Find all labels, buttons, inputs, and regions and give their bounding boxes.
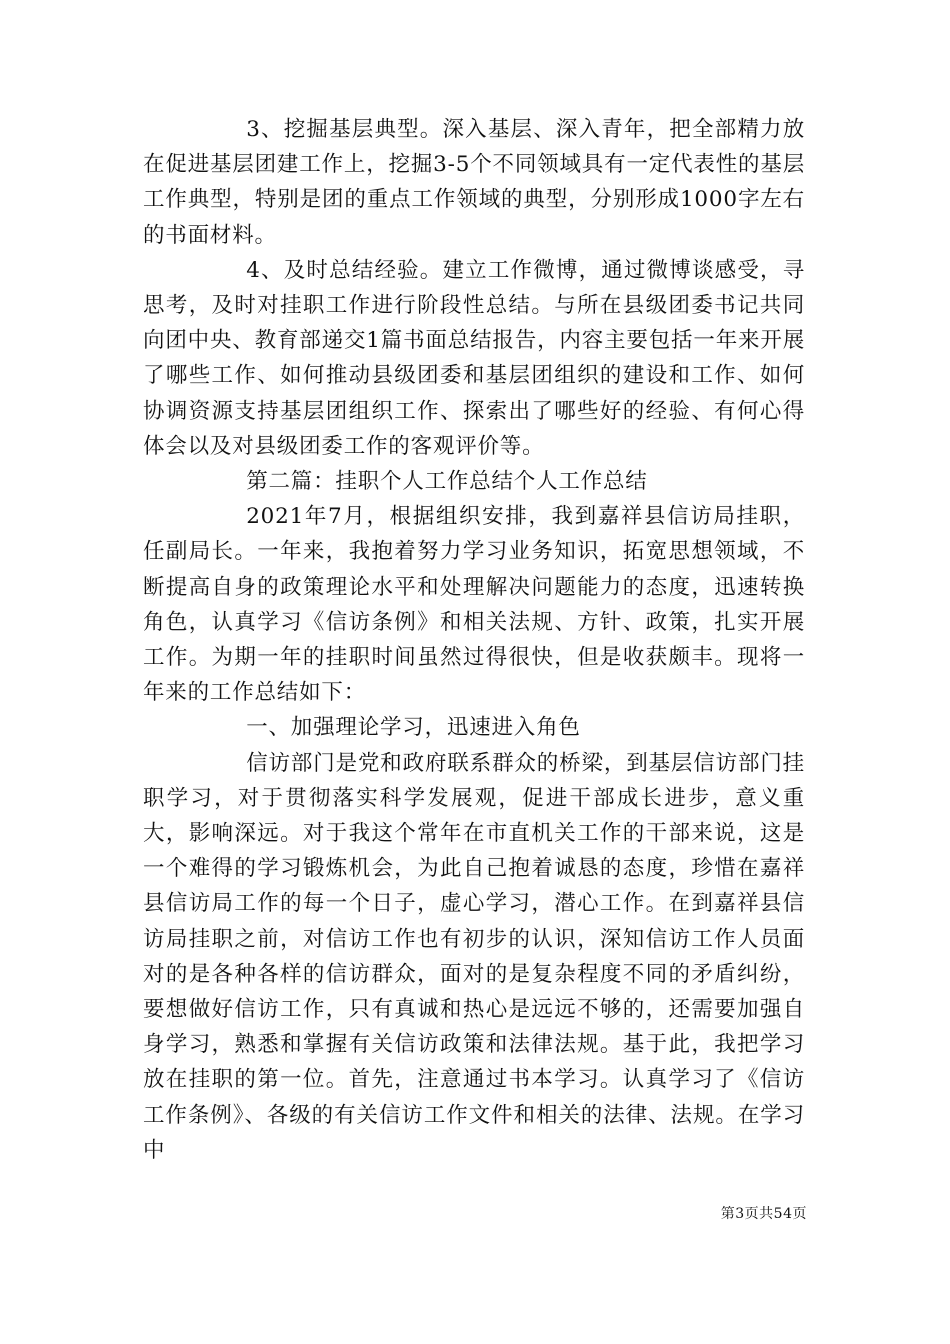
paragraph-item-4: 4、及时总结经验。建立工作微博，通过微博谈感受，寻思考，及时对挂职工作进行阶段性总结。与所在县级团委书记共同向团中央、教育部递交1篇书面总结报告，内容主要包括一年来开展了哪些工作、如何推动县级团委和基层团组织的建设和工作、如何协调资源支持基层团组织工作、探索出了哪些好的经验、有何心得体会以及对县级团委工作的客观评价等。 xyxy=(143,257,805,459)
section-heading-one: 一、加强理论学习，迅速进入角色 xyxy=(246,715,581,741)
paragraph-item-3: 3、挖掘基层典型。深入基层、深入青年，把全部精力放在促进基层团建工作上，挖掘3-5个不同领域具有一定代表性的基层工作典型，特别是团的重点工作领域的典型，分别形成1000字左右的书面材料。 xyxy=(143,117,805,248)
paragraph-intro: 2021年7月，根据组织安排，我到嘉祥县信访局挂职，任副局长。一年来，我抱着努力学习业务知识，拓宽思想领域，不断提高自身的政策理论水平和处理解决问题能力的态度，迅速转换角色，认真学习《信访条例》和相关法规、方针、政策，扎实开展工作。为期一年的挂职时间虽然过得很快，但是收获颇丰。现将一年来的工作总结如下： xyxy=(143,504,805,706)
section-title-second-article: 第二篇：挂职个人工作总结个人工作总结 xyxy=(246,469,648,495)
paragraph-theory-study: 信访部门是党和政府联系群众的桥梁，到基层信访部门挂职学习，对于贯彻落实科学发展观，促进干部成长进步，意义重大，影响深远。对于我这个常年在市直机关工作的干部来说，这是一个难得的学习锻炼机会，为此自己抱着诚恳的态度，珍惜在嘉祥县信访局工作的每一个日子，虚心学习，潜心工作。在到嘉祥县信访局挂职之前，对信访工作也有初步的认识，深知信访工作人员面对的是各种各样的信访群众，面对的是复杂程度不同的矛盾纠纷，要想做好信访工作，只有真诚和热心是远远不够的，还需要加强自身学习，熟悉和掌握有关信访政策和法律法规。基于此，我把学习放在挂职的第一位。首先，注意通过书本学习。认真学习了《信访工作条例》、各级的有关信访工作文件和相关的法律、法规。在学习中 xyxy=(143,750,805,1163)
page-number-footer: 第3页共54页 xyxy=(720,1206,807,1222)
document-body xyxy=(143,112,805,1168)
